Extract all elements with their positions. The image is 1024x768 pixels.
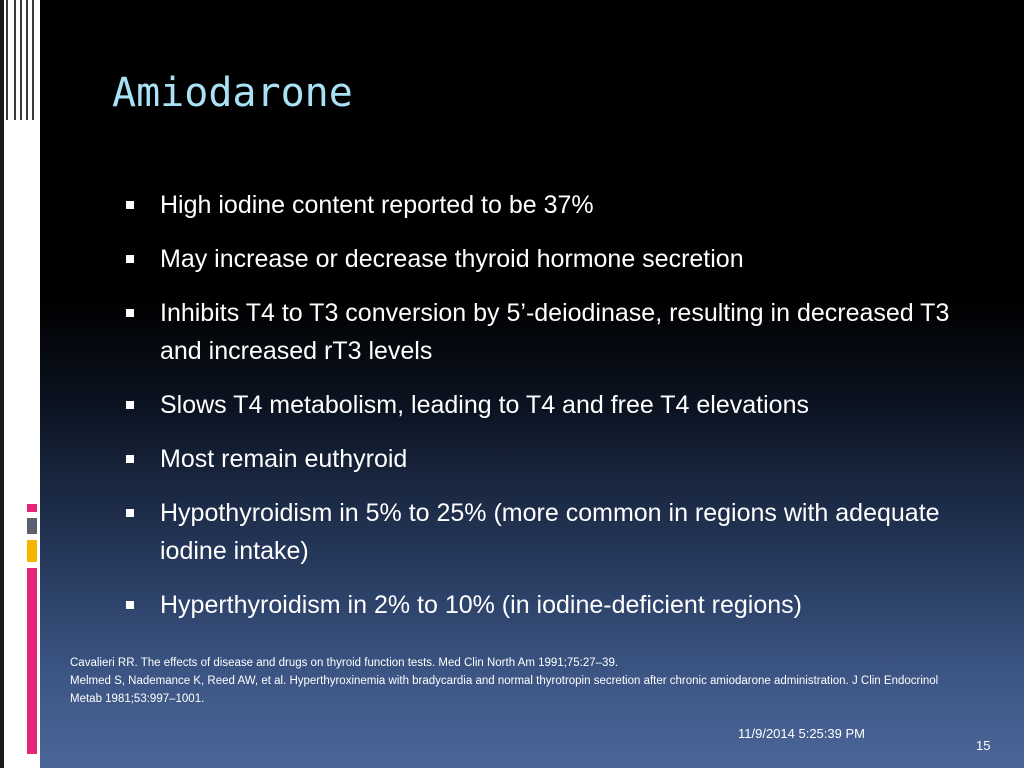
- decorative-line: [14, 0, 16, 120]
- slide-number: 15: [976, 738, 991, 753]
- accent-block-gray: [27, 518, 37, 534]
- bullet-text: Slows T4 metabolism, leading to T4 and free T4 elevations: [160, 391, 809, 419]
- accent-block-pink: [27, 504, 37, 512]
- accent-block-pink-tall: [27, 568, 37, 754]
- bullet-text: Most remain euthyroid: [160, 445, 408, 473]
- square-bullet-icon: [126, 255, 134, 263]
- accent-block-yellow: [27, 540, 37, 562]
- square-bullet-icon: [126, 455, 134, 463]
- bullet-text: Hypothyroidism in 5% to 25% (more common in regions with adequate iodine intake): [160, 499, 940, 565]
- square-bullet-icon: [126, 309, 134, 317]
- bullet-item: [120, 440, 960, 478]
- decorative-line: [20, 0, 22, 120]
- bullet-item: [120, 494, 960, 570]
- bullet-list: [120, 186, 960, 640]
- bullet-text: May increase or decrease thyroid hormone secretion: [160, 245, 744, 273]
- bullet-item: [120, 240, 960, 278]
- bullet-text: Hyperthyroidism in 2% to 10% (in iodine-deficient regions): [160, 591, 802, 619]
- decorative-line: [6, 0, 8, 120]
- bullet-item: [120, 386, 960, 424]
- square-bullet-icon: [126, 201, 134, 209]
- reference-item: Melmed S, Nademance K, Reed AW, et al. Hyperthyroxinemia with bradycardia and normal thyrotropin secretion after chronic amiodarone administration. J Clin Endocrinol Metab 1981;53:997–1001.: [70, 675, 939, 705]
- bullet-item: [120, 294, 960, 370]
- bullet-text: High iodine content reported to be 37%: [160, 191, 594, 219]
- square-bullet-icon: [126, 401, 134, 409]
- slide-date: 11/9/2014 5:25:39 PM: [738, 726, 865, 741]
- decorative-line: [32, 0, 34, 120]
- reference-item: Cavalieri RR. The effects of disease and drugs on thyroid function tests. Med Clin North Am 1991;75:27–39.: [70, 657, 619, 669]
- slide-title: Amiodarone: [112, 70, 353, 116]
- bullet-text: Inhibits T4 to T3 conversion by 5’-deiodinase, resulting in decreased T3 and increased rT3 levels: [160, 299, 950, 365]
- square-bullet-icon: [126, 509, 134, 517]
- references: [70, 654, 950, 708]
- bullet-item: [120, 586, 960, 624]
- decorative-line: [0, 0, 4, 768]
- decorative-line: [26, 0, 28, 120]
- square-bullet-icon: [126, 601, 134, 609]
- bullet-item: [120, 186, 960, 224]
